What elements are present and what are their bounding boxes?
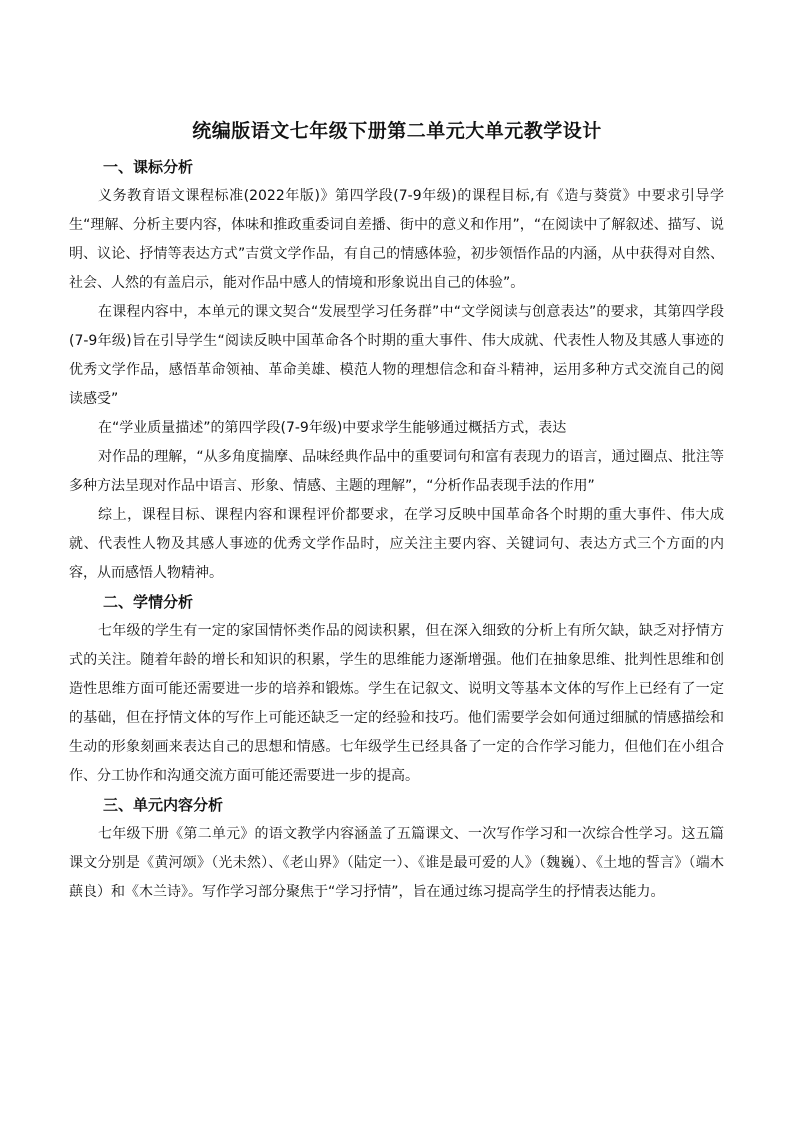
section-student-analysis — [69, 588, 724, 791]
paragraph: 七年级下册《第二单元》的语文教学内容涵盖了五篇课文、一次写作学习和一次综合性学习。这五篇课文分别是《黄河颂》（光未然）、《老山界》（陆定一）、《谁是最可爱的人》（魏巍）、《土地的誓言》（端木蕻良）和《木兰诗》。写作学习部分聚焦于“学习抒情”，旨在通过练习提高学生的抒情表达能力。 — [69, 826, 724, 900]
section-unit-content-analysis — [69, 791, 724, 907]
paragraph: 对作品的理解，“从多角度揣摩、品味经典作品中的重要词句和富有表现力的语言，通过圈点、批注等多种方法呈现对作品中语言、形象、情感、主题的理解”，“分析作品表现手法的作用” — [69, 449, 724, 494]
document-title: 统编版语文七年级下册第二单元大单元教学设计 — [192, 119, 602, 142]
section-curriculum-analysis — [69, 153, 724, 588]
paragraph: 义务教育语文课程标准(2022年版)》第四学段(7-9年级)的课程目标,有《造与葵赏》中要求引导学生“理解、分析主要内容，体味和推政重委词自差播、街中的意义和作用”，“在阅读中了解叙述、描写、说明、议论、抒情等表达方式”吉赏文学作品，有自己的情感体验，初步领悟作品的内涵，从中获得对自然、社会、人然的有盖启示，能对作品中感人的情境和形象说出自己的体验”。 — [69, 188, 724, 291]
paragraph: 七年级的学生有一定的家国情怀类作品的阅读积累，但在深入细致的分析上有所欠缺，缺乏对抒情方式的关注。随着年龄的增长和知识的积累，学生的思维能力逐渐增强。他们在抽象思维、批判性思维和创造性思维方面可能还需要进一步的培养和锻炼。学生在记叙文、说明文等基本文体的写作上已经有了一定的基础，但在抒情文体的写作上可能还缺乏一定的经验和技巧。他们需要学会如何通过细腻的情感描绘和生动的形象刻画来表达自己的思想和情感。七年级学生已经具备了一定的合作学习能力，但他们在小组合作、分工协作和沟通交流方面可能还需要进一步的提高。 — [69, 623, 724, 784]
paragraph: 综上，课程目标、课程内容和课程评价都要求，在学习反映中国革命各个时期的重大事件、伟大成就、代表性人物及其感人事迹的优秀文学作品时，应关注主要内容、关键词句、表达方式三个方面的内容，从而感悟人物精神。 — [69, 507, 724, 581]
paragraph: 在课程内容中，本单元的课文契合“发展型学习任务群”中“文学阅读与创意表达”的要求，其第四学段(7-9年级)旨在引导学生“阅读反映中国革命各个时期的重大事件、伟大成就、代表性人物及其感人事迹的优秀文学作品，感悟革命领袖、革命美雄、模范人物的理想信念和奋斗精神，运用多种方式交流自己的阅读感受” — [69, 304, 724, 407]
section-heading: 一、课标分析 — [103, 158, 194, 176]
paragraph: 在“学业质量描述”的第四学段(7-9年级)中要求学生能够通过概括方式，表达 — [98, 420, 567, 436]
document-body — [69, 153, 724, 907]
section-heading: 二、学情分析 — [103, 593, 194, 611]
section-heading: 三、单元内容分析 — [103, 796, 224, 814]
